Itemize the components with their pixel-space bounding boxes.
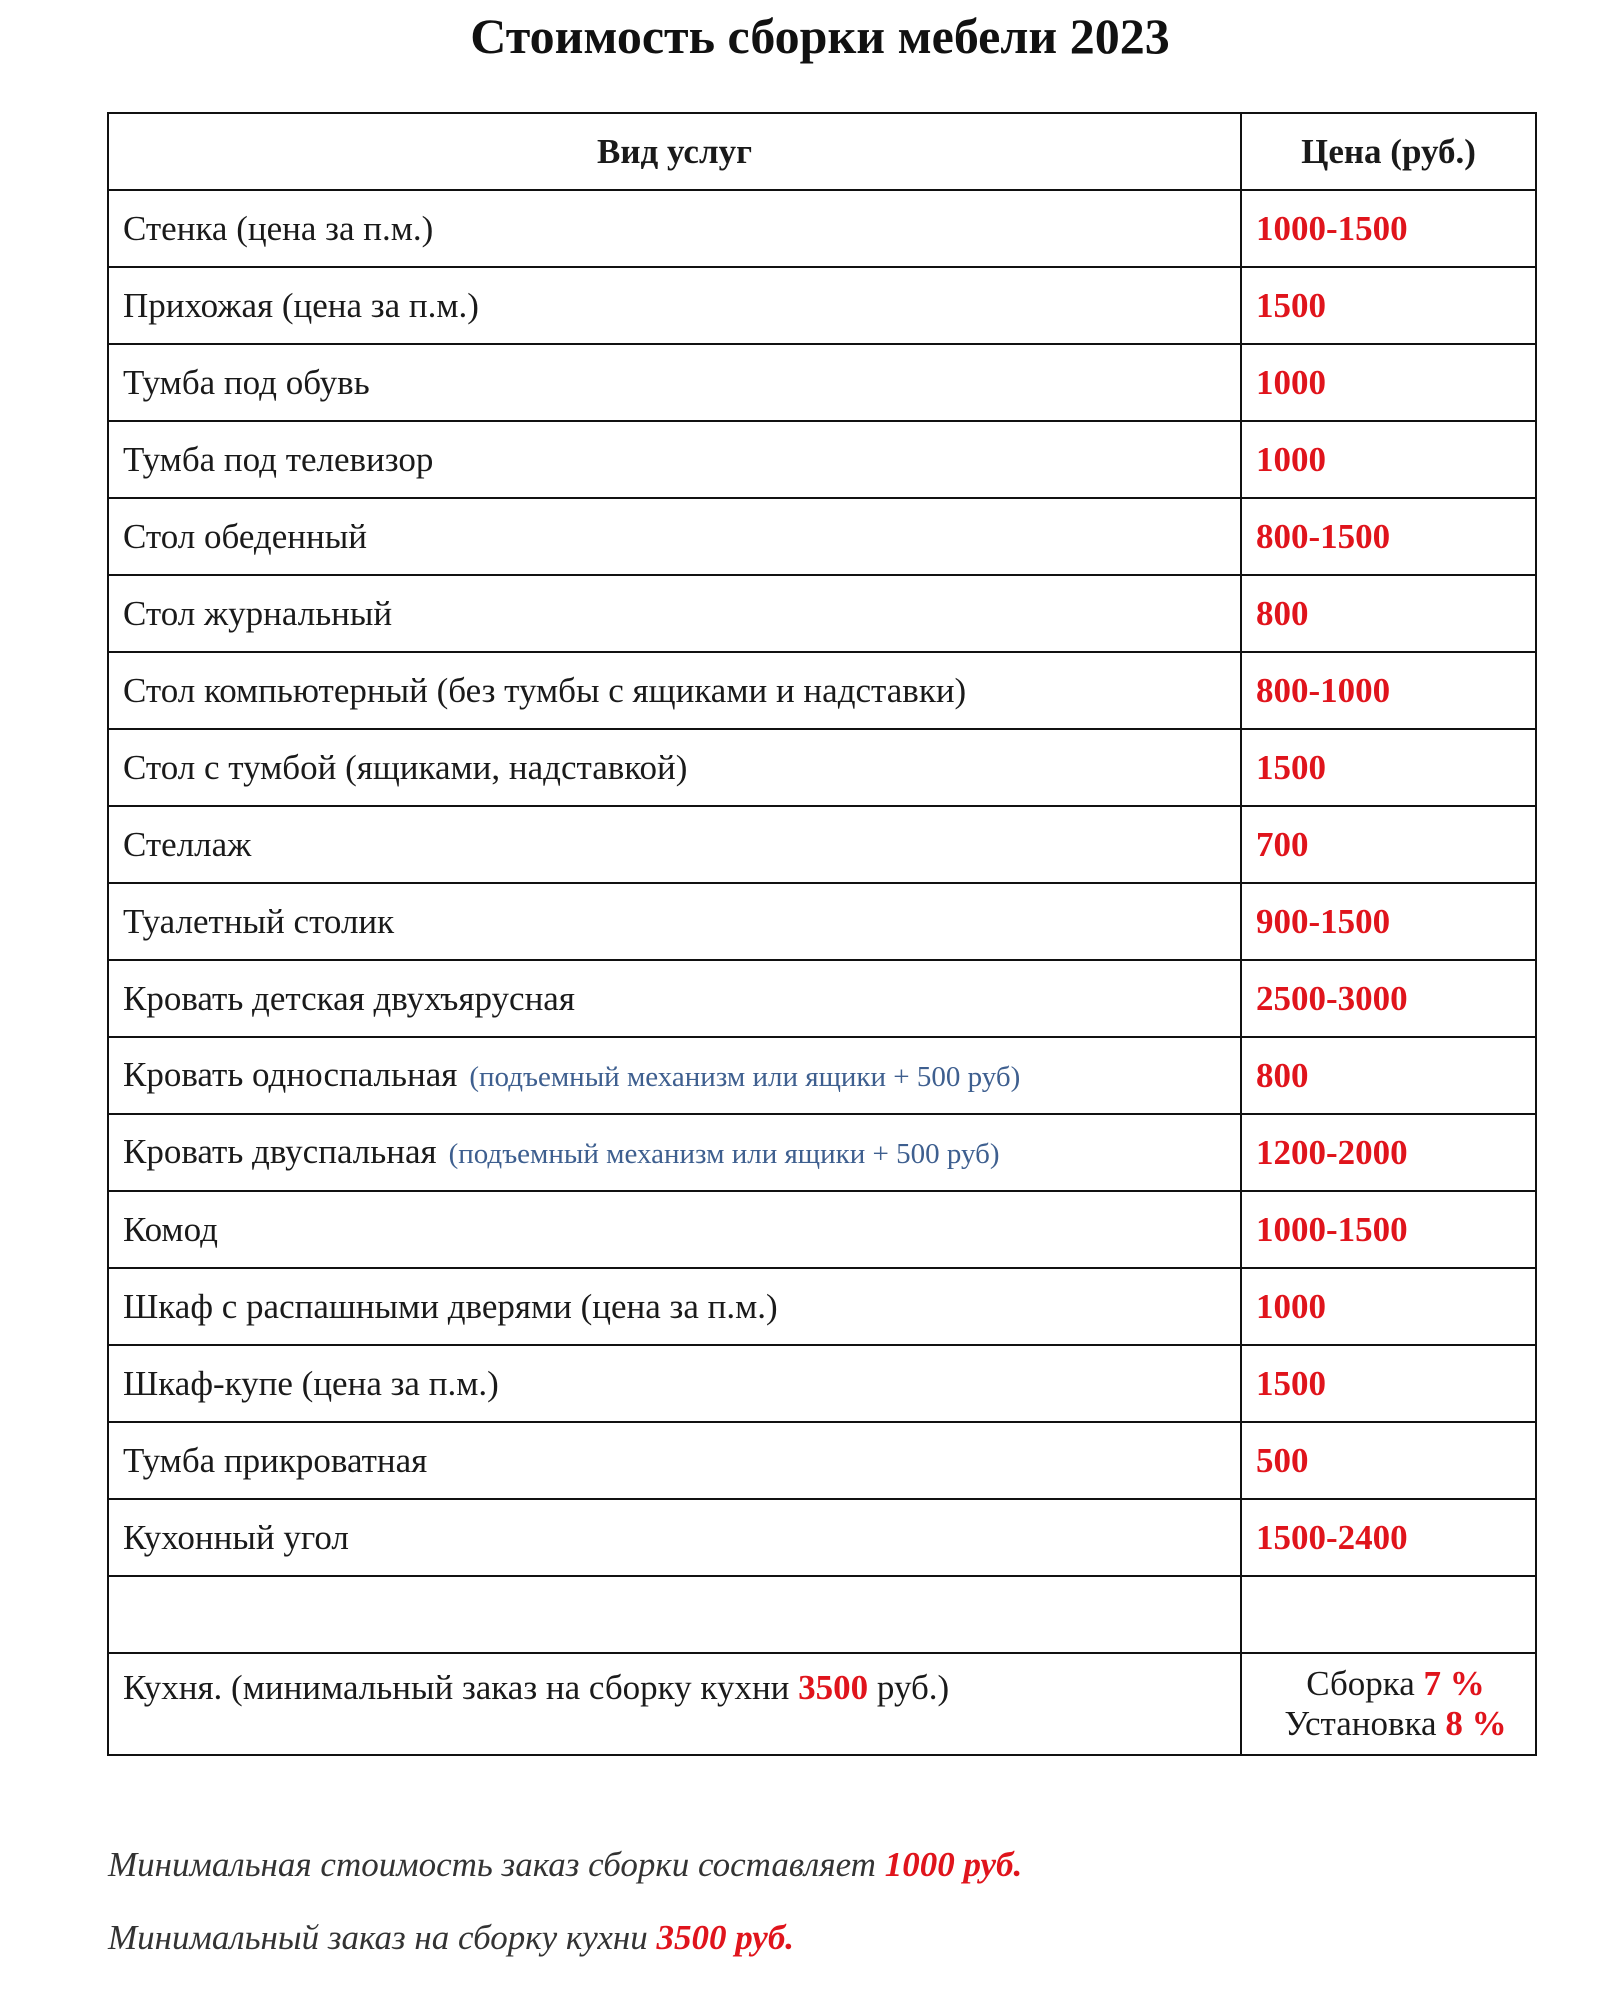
- service-cell: [108, 1499, 1241, 1576]
- price-cell: 800: [1241, 1037, 1536, 1114]
- footer-kitchen-min-text: Минимальный заказ на сборку кухни: [108, 1918, 657, 1957]
- service-name: Стол с тумбой (ящиками, надставкой): [123, 747, 688, 787]
- price-cell: 900-1500: [1241, 883, 1536, 960]
- price-cell: 500: [1241, 1422, 1536, 1499]
- service-cell: [108, 421, 1241, 498]
- service-name: Тумба под обувь: [123, 362, 370, 402]
- service-cell: [108, 1345, 1241, 1422]
- table-row: [108, 344, 1536, 421]
- service-cell: [108, 344, 1241, 421]
- price-cell: 1200-2000: [1241, 1114, 1536, 1191]
- price-cell: 800-1000: [1241, 652, 1536, 729]
- table-row: [108, 267, 1536, 344]
- table-row: [108, 575, 1536, 652]
- table-row: [108, 498, 1536, 575]
- footer-kitchen-min-value: 3500 руб.: [656, 1918, 795, 1957]
- service-cell: [108, 883, 1241, 960]
- price-cell: 2500-3000: [1241, 960, 1536, 1037]
- price-table: [107, 112, 1537, 1756]
- table-body: [108, 190, 1536, 1755]
- price-cell: 1500: [1241, 267, 1536, 344]
- table-row: [108, 806, 1536, 883]
- service-name: Тумба под телевизор: [123, 439, 434, 479]
- price-cell: 800: [1241, 575, 1536, 652]
- table-row: [108, 421, 1536, 498]
- kitchen-assembly: [1256, 1664, 1535, 1704]
- service-name: Шкаф с распашными дверями (цена за п.м.): [123, 1286, 778, 1326]
- table-row: [108, 1037, 1536, 1114]
- price-cell: 700: [1241, 806, 1536, 883]
- service-cell: [108, 190, 1241, 267]
- price-cell: 1000: [1241, 344, 1536, 421]
- header-price: Цена (руб.): [1241, 113, 1536, 190]
- kitchen-assembly-label: Сборка: [1306, 1664, 1424, 1703]
- header-service: Вид услуг: [108, 113, 1241, 190]
- service-cell: [108, 1114, 1241, 1191]
- table-row: [108, 1191, 1536, 1268]
- table-row: [108, 1576, 1536, 1653]
- table-row: [108, 1345, 1536, 1422]
- service-name: Кухонный угол: [123, 1517, 349, 1557]
- price-cell: 1500-2400: [1241, 1499, 1536, 1576]
- price-cell: 1000: [1241, 1268, 1536, 1345]
- service-name: Стол компьютерный (без тумбы с ящиками и надставки): [123, 670, 967, 710]
- price-cell: 1500: [1241, 1345, 1536, 1422]
- kitchen-row: [108, 1653, 1536, 1755]
- service-name: Стол обеденный: [123, 516, 367, 556]
- table-header-row: [108, 113, 1536, 190]
- service-cell: [108, 1037, 1241, 1114]
- table-row: [108, 652, 1536, 729]
- price-cell: 1500: [1241, 729, 1536, 806]
- footer-min-order: [108, 1845, 1022, 1885]
- table-row: [108, 883, 1536, 960]
- service-name: Стенка (цена за п.м.): [123, 208, 434, 248]
- table-row: [108, 190, 1536, 267]
- service-cell: [108, 729, 1241, 806]
- kitchen-label: [108, 1653, 1241, 1755]
- price-cell: 1000-1500: [1241, 190, 1536, 267]
- service-name: Тумба прикроватная: [123, 1440, 428, 1480]
- price-cell: [1241, 1576, 1536, 1653]
- table-row: [108, 1499, 1536, 1576]
- service-name: Прихожая (цена за п.м.): [123, 285, 479, 325]
- kitchen-price: [1241, 1653, 1536, 1755]
- kitchen-assembly-value: 7 %: [1423, 1664, 1485, 1703]
- kitchen-install: [1256, 1704, 1535, 1744]
- table-row: [108, 1422, 1536, 1499]
- price-cell: 1000-1500: [1241, 1191, 1536, 1268]
- service-cell: [108, 575, 1241, 652]
- service-name: Кровать двуспальная: [123, 1131, 437, 1171]
- service-name: Кровать односпальная: [123, 1054, 458, 1094]
- footer-min-order-value: 1000 руб.: [884, 1845, 1023, 1884]
- footer-kitchen-min: [108, 1918, 794, 1958]
- service-cell: [108, 498, 1241, 575]
- service-cell: [108, 652, 1241, 729]
- service-cell: [108, 1576, 1241, 1653]
- page-title: Стоимость сборки мебели 2023: [470, 8, 1170, 64]
- kitchen-install-value: 8 %: [1445, 1704, 1507, 1743]
- service-cell: [108, 267, 1241, 344]
- service-name: Туалетный столик: [123, 901, 395, 941]
- kitchen-label-end: руб.): [868, 1668, 950, 1707]
- service-note: (подъемный механизм или ящики + 500 руб): [469, 1060, 1021, 1093]
- service-name: Комод: [123, 1209, 218, 1249]
- service-cell: [108, 1268, 1241, 1345]
- table-row: [108, 729, 1536, 806]
- service-cell: [108, 1191, 1241, 1268]
- table-row: [108, 1114, 1536, 1191]
- service-note: (подъемный механизм или ящики + 500 руб): [448, 1137, 1000, 1170]
- kitchen-label-start: Кухня. (минимальный заказ на сборку кухни: [123, 1668, 799, 1707]
- service-cell: [108, 960, 1241, 1037]
- service-name: Шкаф-купе (цена за п.м.): [123, 1363, 499, 1403]
- price-cell: 1000: [1241, 421, 1536, 498]
- kitchen-install-label: Установка: [1284, 1704, 1446, 1743]
- service-name: Стол журнальный: [123, 593, 393, 633]
- table-row: [108, 1268, 1536, 1345]
- table-row: [108, 960, 1536, 1037]
- footer-min-order-text: Минимальная стоимость заказ сборки составляет: [108, 1845, 885, 1884]
- service-name: Стеллаж: [123, 824, 252, 864]
- price-cell: 800-1500: [1241, 498, 1536, 575]
- service-cell: [108, 1422, 1241, 1499]
- service-name: Кровать детская двухъярусная: [123, 978, 575, 1018]
- kitchen-min-amount: 3500: [798, 1668, 869, 1707]
- service-cell: [108, 806, 1241, 883]
